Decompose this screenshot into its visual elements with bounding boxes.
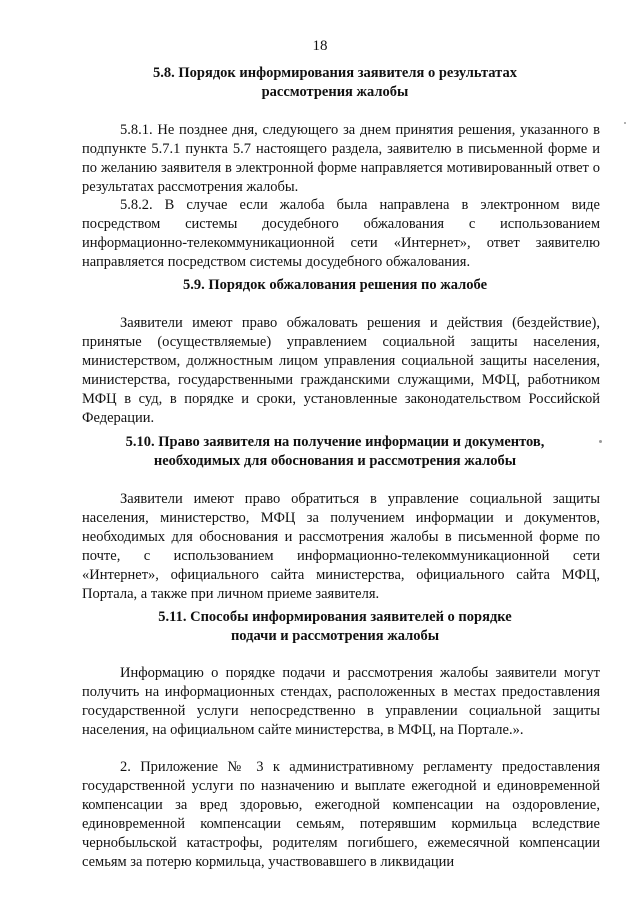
section-5-10-heading: [70, 433, 600, 471]
paragraph-5-8-1: 5.8.1. Не позднее дня, следующего за днем принятия решения, указанного в подпункте 5.7.1 пункта 5.7 настоящего раздела, заявителю в письменной форме и по желанию заявителя в электронной форме направляется мотивированный ответ о результатах рассмотрения жалобы.: [82, 122, 600, 195]
paragraph-appendix-3: 2. Приложение № 3 к административному регламенту предоставления государственной услуги по назначению и выплате ежегодной и единовременной компенсации за вред здоровью, ежегодной компенсации на оздоровление, единовременной компенсации семьям, потерявшим кормильца вследствие чернобыльской катастрофы, родителям погибшего, ежемесячной компенсации семьям за потерю кормильца, участвовавшего в ликвидации: [82, 759, 600, 870]
heading-line: 5.10. Право заявителя на получение информации и документов,: [125, 434, 545, 450]
section-5-8-heading: [70, 64, 600, 102]
scan-speck: [624, 122, 626, 124]
page-number: 18: [312, 38, 328, 54]
paragraph-5-10: Заявители имеют право обратиться в управление социальной защиты населения, министерство, МФЦ за получением информации и документов, необходимых для обоснования и рассмотрения жалобы в письменной форме по почте, с использованием информационно-телекоммуникационной сети «Интернет», официального сайта министерства, официального сайта МФЦ, Портала, а также при личном приеме заявителя.: [82, 491, 600, 602]
paragraph-5-8-2: 5.8.2. В случае если жалоба была направлена в электронном виде посредством системы досудебного обжалования с использованием информационно-телекоммуникационной сети «Интернет», ответ заявителю направляется посредством системы досудебного обжалования.: [82, 197, 600, 270]
heading-line: 5.11. Способы информирования заявителей о порядке: [158, 609, 512, 625]
heading-line: подачи и рассмотрения жалобы: [230, 628, 440, 644]
scan-speck: [599, 440, 602, 443]
section-5-11-heading: [70, 608, 600, 646]
paragraph-5-11: Информацию о порядке подачи и рассмотрения жалобы заявители могут получить на информационных стендах, расположенных в местах предоставления государственной услуги непосредственно в управлении социальной защиты населения, на официальном сайте министерства, в МФЦ, на Портале.».: [82, 665, 600, 738]
heading-line: необходимых для обоснования и рассмотрения жалобы: [153, 453, 517, 469]
paragraph-5-9: Заявители имеют право обжаловать решения и действия (бездействие), принятые (осуществляемые) управлением социальной защиты населения, министерством, должностным лицом управления социальной защиты населения, министерства, государственными гражданскими служащими, МФЦ, работником МФЦ в суд, в порядке и сроки, установленные законодательством Российской Федерации.: [82, 315, 600, 426]
heading-line: 5.8. Порядок информирования заявителя о результатах: [153, 65, 517, 81]
section-5-9-heading: 5.9. Порядок обжалования решения по жалобе: [182, 277, 488, 293]
heading-line: рассмотрения жалобы: [261, 84, 409, 100]
